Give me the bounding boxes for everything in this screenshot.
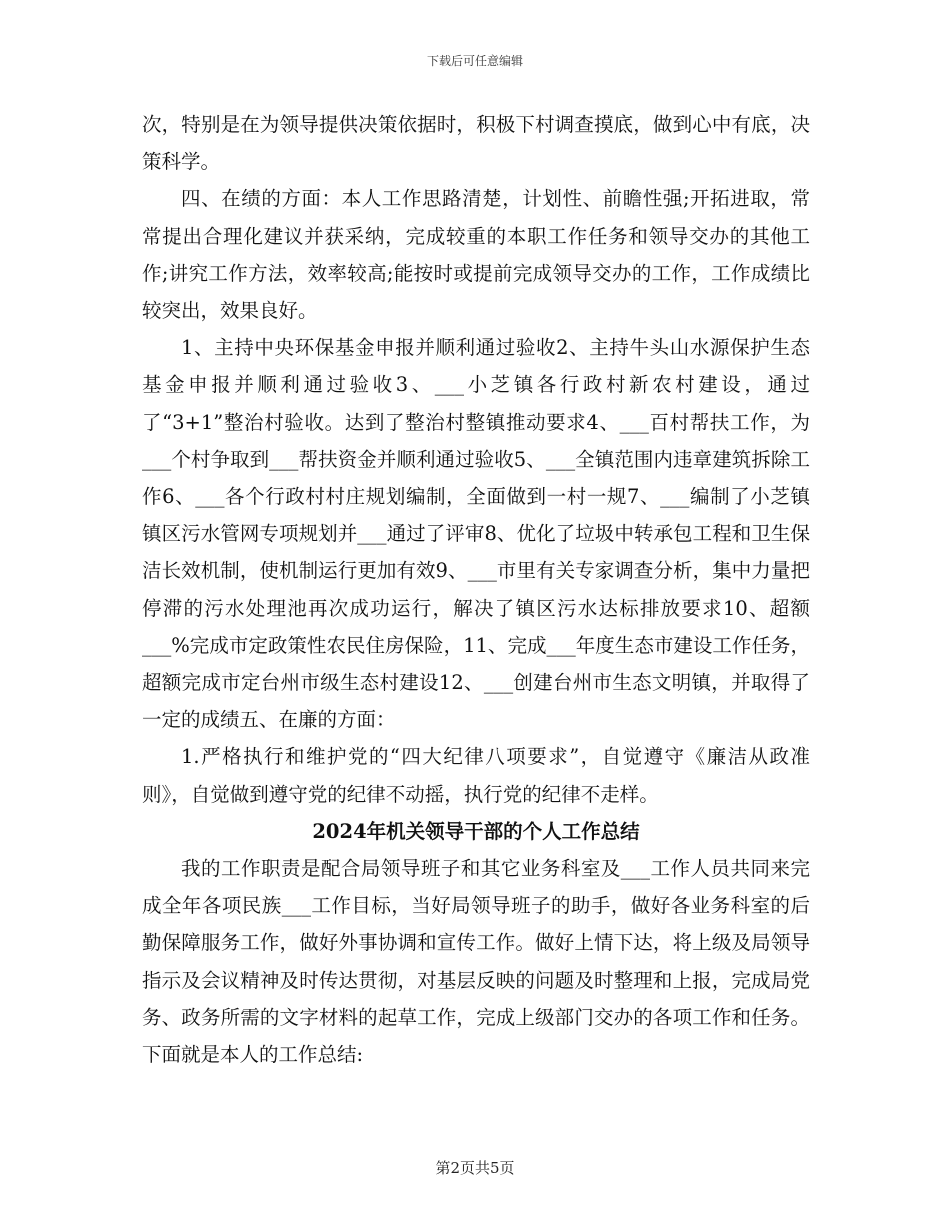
page-footer: 第2页共5页 [435, 1159, 515, 1177]
section-title: 2024年机关领导干部的个人工作总结 [312, 819, 640, 843]
paragraph-duties: 我的工作职责是配合局领导班子和其它业务科室及___工作人员共同来完成全年各项民族___工作目标，当好局领导班子的助手，做好各业务科室的后勤保障服务工作，做好外事协调和宣传工作。做好上情下达，将上级及局领导指示及会议精神及时传达贯彻，对基层反映的问题及时整理和上报，完成局党务、政务所需的文字材料的起草工作，完成上级部门交办的各项工作和任务。下面就是本人的工作总结: [142, 857, 810, 1067]
paragraph-achievements-list: 1、主持中央环保基金申报并顺利通过验收2、主持牛头山水源保护生态基金申报并顺利通过验收3、___小芝镇各行政村新农村建设，通过了“3+1”整治村验收。达到了整治村整镇推动要求4、___百村帮扶工作，为___个村争取到___帮扶资金并顺利通过验收5、___全镇范围内违章建筑拆除工作6、___各个行政村村庄规划编制，全面做到一村一规7、___编制了小芝镇镇区污水管网专项规划并___通过了评审8、优化了垃圾中转承包工程和卫生保洁长效机制，使机制运行更加有效9、___市里有关专家调查分析，集中力量把停滞的污水处理池再次成功运行，解决了镇区污水达标排放要求10、超额___%完成市定政策性农民住房保险，11、完成___年度生态市建设工作任务，超额完成市定台州市级生态村建设12、___创建台州市生态文明镇，并取得了一定的成绩五、在廉的方面： [142, 336, 810, 732]
page-header: 下载后可任意编辑 [426, 54, 523, 68]
paragraph-integrity: 1.严格执行和维护党的“四大纪律八项要求”，自觉遵守《廉洁从政准则》，自觉做到遵守党的纪律不动摇，执行党的纪律不走样。 [142, 745, 810, 806]
paragraph-performance: 四、在绩的方面：本人工作思路清楚，计划性、前瞻性强;开拓进取，常常提出合理化建议并获采纳，完成较重的本职工作任务和领导交办的其他工作;讲究工作方法，效率较高;能按时或提前完成领导交办的工作，工作成绩比较突出，效果良好。 [142, 187, 810, 323]
paragraph-continuation: 次，特别是在为领导提供决策依据时，积极下村调查摸底，做到心中有底，决策科学。 [142, 113, 810, 174]
document-body [142, 106, 810, 1073]
